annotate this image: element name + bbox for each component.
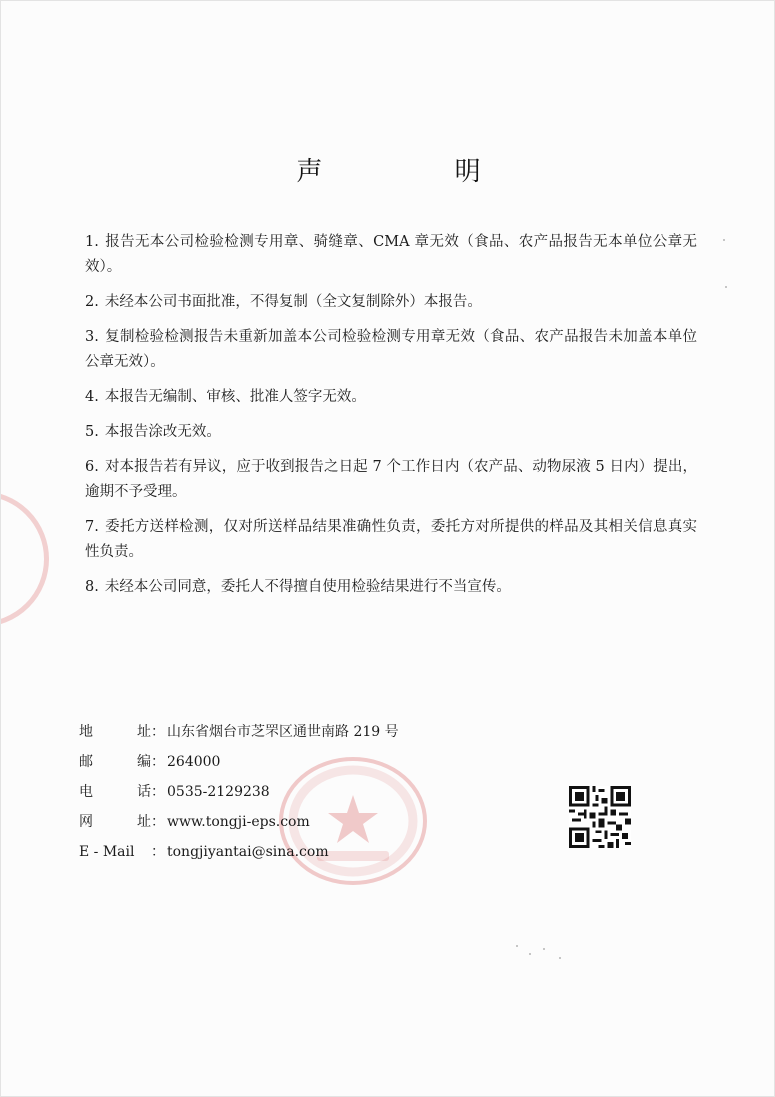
postcode-row: 邮编： 264000 [79, 747, 399, 777]
declaration-item [85, 420, 697, 445]
scan-speck [543, 948, 545, 950]
page-title: 声 明 [296, 157, 543, 187]
declaration-item [85, 230, 697, 280]
item-text: 委托方送样检测，仅对所送样品结果准确性负责，委托方对所提供的样品及其相关信息真实性负责。 [85, 519, 697, 560]
scan-speck [725, 286, 727, 288]
declaration-list [85, 230, 697, 610]
postcode-label: 邮编 [79, 754, 151, 770]
postcode-value: 264000 [167, 754, 221, 770]
phone-row: 电话： 0535-2129238 [79, 777, 399, 807]
item-text: 本报告无编制、审核、批准人签字无效。 [104, 389, 366, 405]
item-number: 5. [85, 424, 99, 440]
declaration-item [85, 290, 697, 315]
scan-speck [516, 945, 518, 947]
website-value: www.tongji-eps.com [167, 814, 310, 830]
address-label: 地址 [79, 724, 151, 740]
declaration-item [85, 325, 697, 375]
website-label: 网址 [79, 814, 151, 830]
scan-speck [529, 953, 531, 955]
address-value: 山东省烟台市芝罘区通世南路 219 号 [167, 724, 399, 740]
item-text: 本报告涂改无效。 [104, 424, 221, 440]
item-text: 对本报告若有异议，应于收到报告之日起 7 个工作日内（农产品、动物尿液 5 日内）提出，逾期不予受理。 [85, 459, 697, 500]
item-number: 1. [85, 234, 99, 250]
scan-speck [723, 239, 725, 241]
declaration-item [85, 385, 697, 410]
declaration-item [85, 515, 697, 565]
email-row: E - Mail ： tongjiyantai@sina.com [79, 837, 399, 867]
item-number: 3. [85, 329, 99, 345]
item-number: 6. [85, 459, 99, 475]
declaration-item [85, 575, 697, 600]
item-text: 未经本公司同意，委托人不得擅自使用检验结果进行不当宣传。 [104, 579, 511, 595]
address-row: 地址： 山东省烟台市芝罘区通世南路 219 号 [79, 717, 399, 747]
qr-code-icon [569, 786, 631, 848]
item-number: 7. [85, 519, 99, 535]
item-text: 复制检验检测报告未重新加盖本公司检验检测专用章无效（食品、农产品报告未加盖本单位公章无效）。 [85, 329, 697, 370]
email-value: tongjiyantai@sina.com [167, 844, 329, 860]
declaration-item [85, 455, 697, 505]
phone-value: 0535-2129238 [167, 784, 270, 800]
item-text: 报告无本公司检验检测专用章、骑缝章、CMA 章无效（食品、农产品报告无本单位公章无效）。 [85, 234, 697, 275]
website-row: 网址： www.tongji-eps.com [79, 807, 399, 837]
phone-label: 电话 [79, 784, 151, 800]
item-number: 2. [85, 294, 99, 310]
item-number: 4. [85, 389, 99, 405]
item-number: 8. [85, 579, 99, 595]
seal-stamp-partial [0, 491, 49, 627]
scan-speck [559, 957, 561, 959]
email-label: E - Mail [79, 844, 135, 860]
item-text: 未经本公司书面批准，不得复制（全文复制除外）本报告。 [104, 294, 482, 310]
contact-block [79, 717, 399, 867]
